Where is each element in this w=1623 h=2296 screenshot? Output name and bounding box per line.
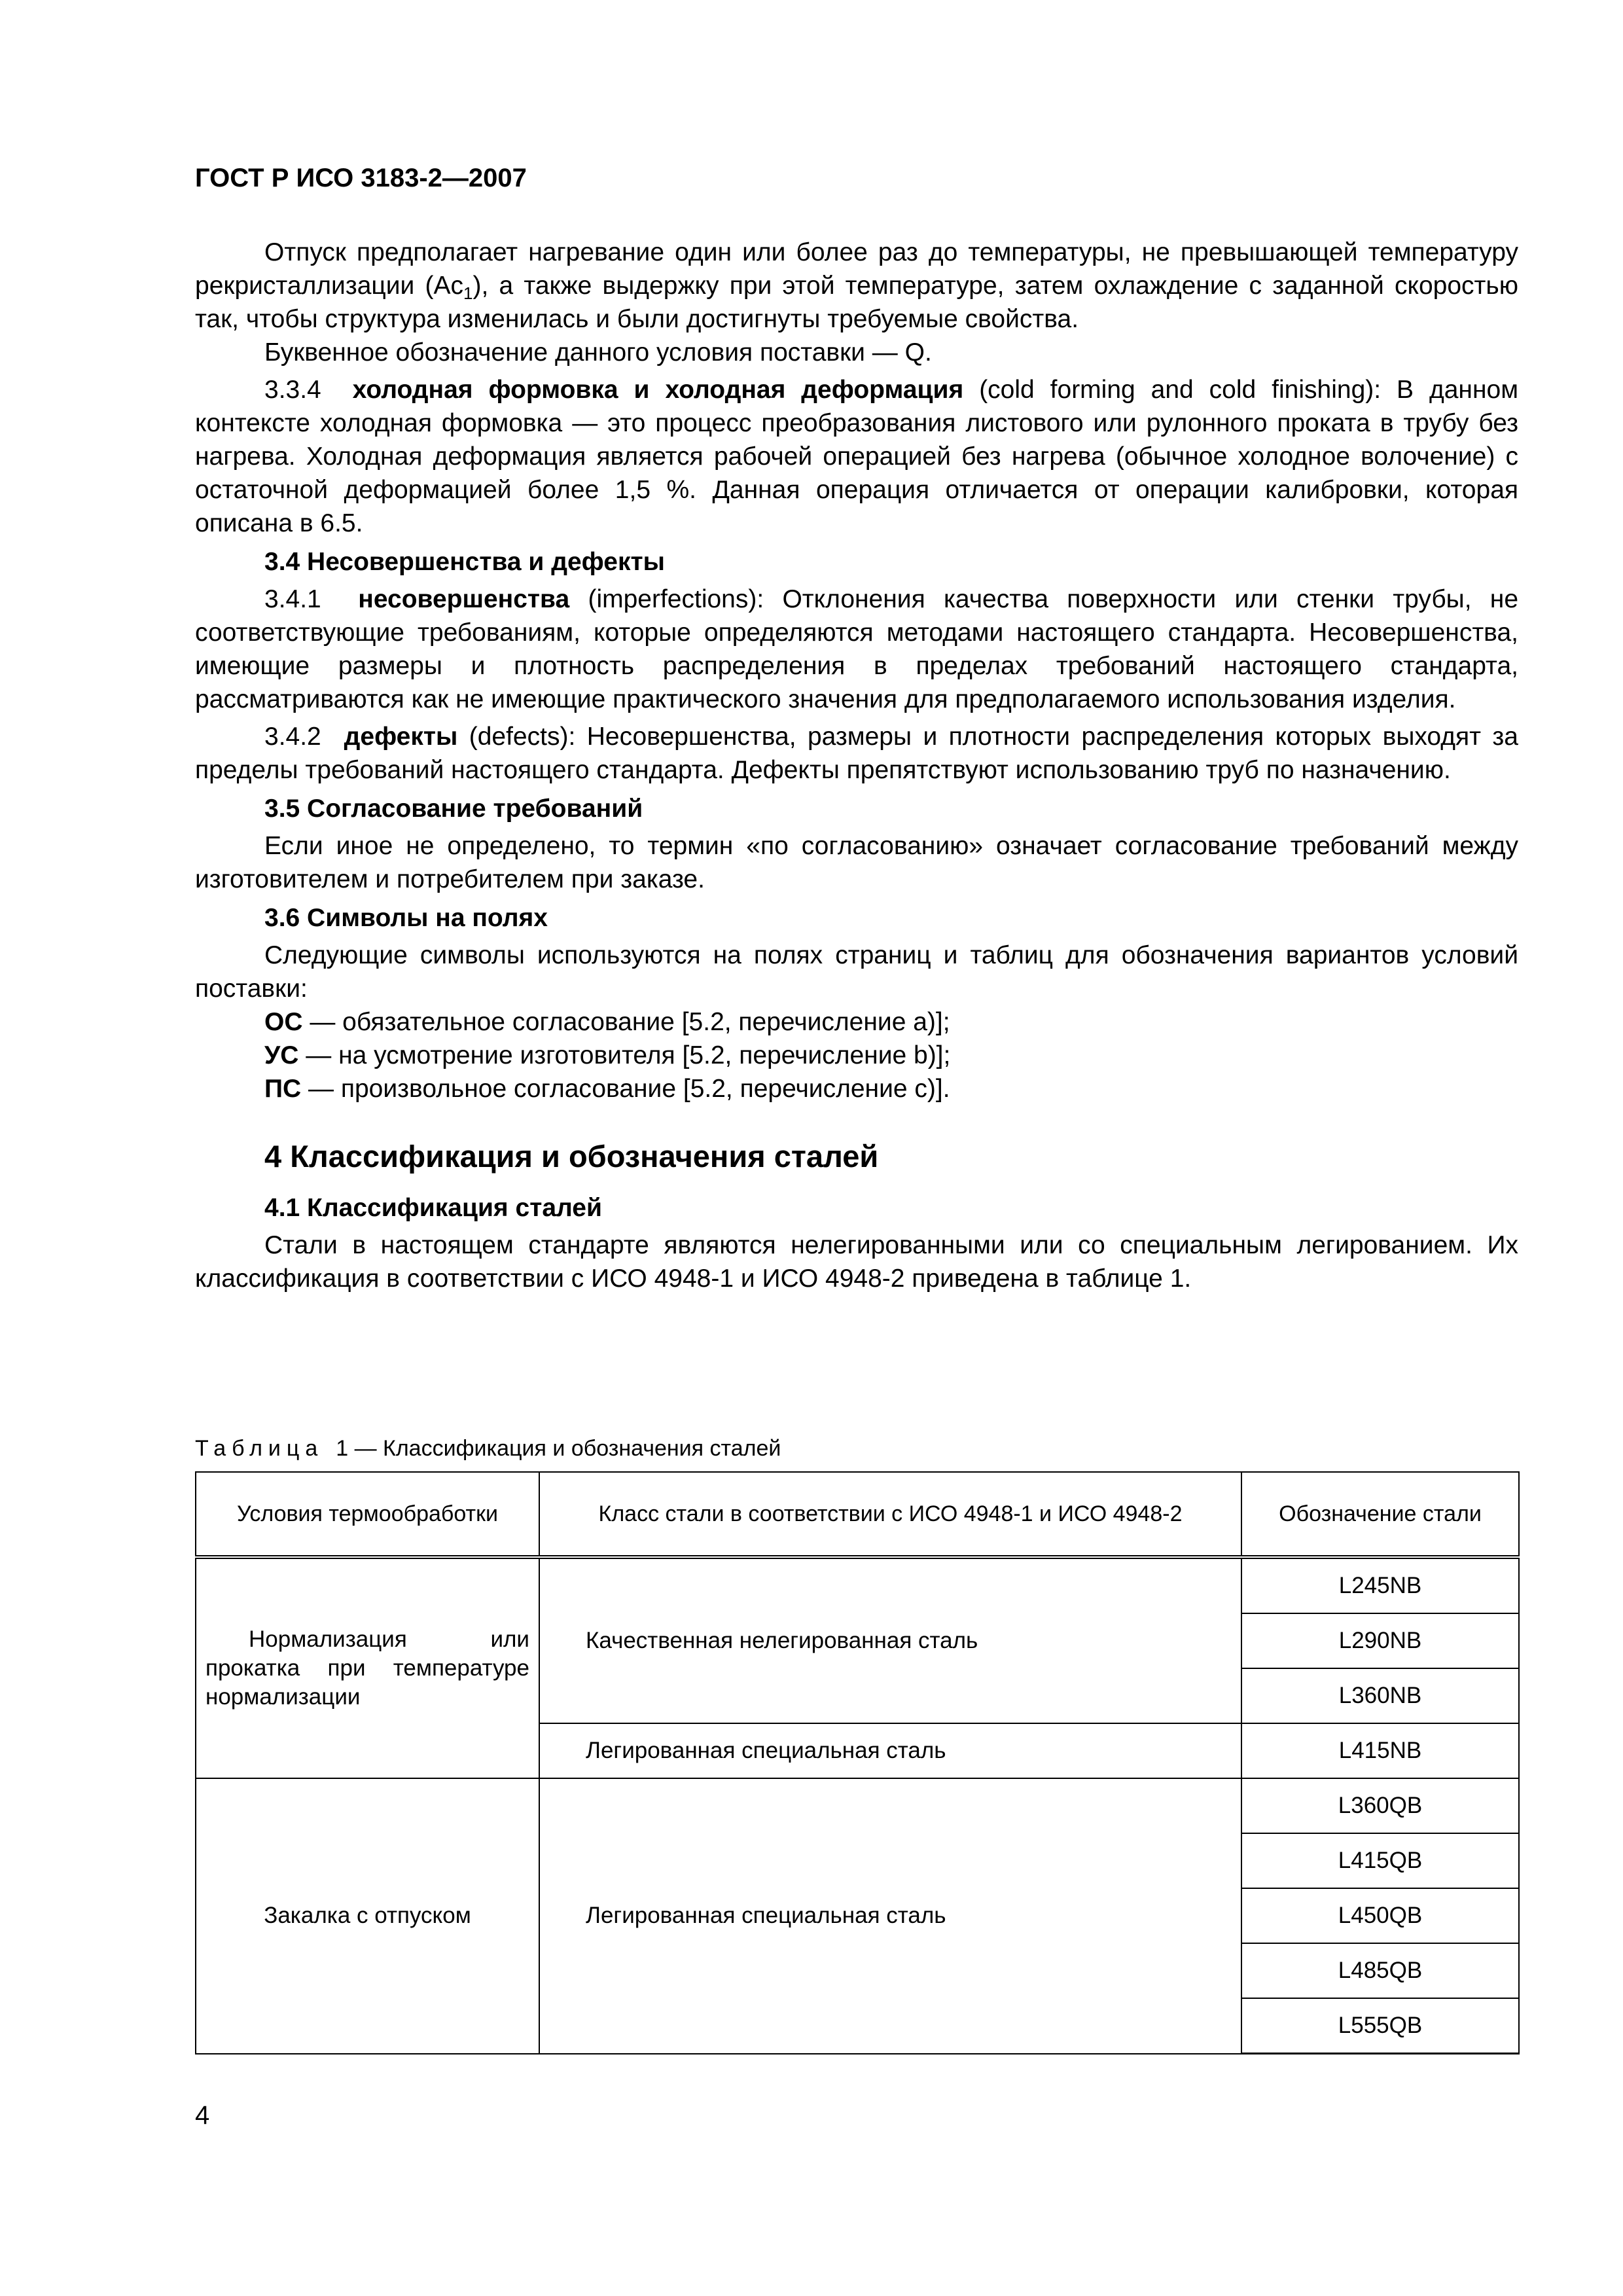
column-header-heat-treatment: Условия термообработки <box>196 1472 539 1557</box>
clause-term: холодная формовка и холодная деформация <box>352 376 964 404</box>
cell-designation: L360QB <box>1241 1778 1519 1833</box>
clause-term: несовершенства <box>358 585 570 613</box>
symbol-code: ПС <box>264 1075 302 1103</box>
symbol-code: УС <box>264 1041 299 1069</box>
symbol-ps <box>195 1072 1518 1105</box>
cell-condition: Нормализация или прокатка при температуре нормализации <box>196 1557 539 1778</box>
column-header-steel-designation: Обозначение стали <box>1241 1472 1519 1557</box>
cell-designation: L290NB <box>1241 1613 1519 1668</box>
heading-3-5: 3.5 Согласование требований <box>264 795 643 823</box>
heading-3-6: 3.6 Символы на полях <box>264 904 548 932</box>
table-caption-label: Таблица <box>195 1436 324 1461</box>
clause-text: (imperfections): Отклонения качества поверхности или стенки трубы, не соответствующие требованиям, которые определяются методами настоящего стандарта. Несовершенства, имеющие размеры и плотность распределения в пределах требований настоящего стандарта, рассматриваются как не имеющие практического значения для предполагаемого использования изделия. <box>195 585 1519 713</box>
heading-4-1: 4.1 Классификация сталей <box>264 1194 602 1222</box>
cell-designation: L245NB <box>1241 1557 1519 1613</box>
document-body <box>195 236 1518 1295</box>
symbol-us <box>195 1039 1518 1072</box>
symbol-code: ОС <box>264 1008 303 1036</box>
table-row <box>196 1778 1519 1833</box>
cell-condition: Закалка с отпуском <box>196 1778 539 2054</box>
cell-steel-class: Легированная специальная сталь <box>539 1778 1241 2054</box>
symbol-text: — обязательное согласование [5.2, перечисление a)]; <box>302 1008 950 1036</box>
clause-number: 3.4.1 <box>264 585 321 613</box>
heading-3-4: 3.4 Несовершенства и дефекты <box>264 548 665 576</box>
paragraph-letter-designation: Буквенное обозначение данного условия поставки — Q. <box>264 338 932 367</box>
clause-text: (defects): Несовершенства, размеры и плотности распределения которых выходят за пределы требований настоящего стандарта. Дефекты препятствуют использованию труб по назначению. <box>195 723 1518 784</box>
clause-3-3-4 <box>195 373 1518 540</box>
clause-3-4-1 <box>195 583 1518 716</box>
clause-number: 3.4.2 <box>264 723 321 751</box>
cell-designation: L450QB <box>1241 1888 1519 1943</box>
clause-number: 3.3.4 <box>264 376 321 404</box>
cell-designation: L415NB <box>1241 1723 1519 1778</box>
paragraph-3-6: Следующие символы используются на полях страниц и таблиц для обозначения вариантов условий поставки: <box>195 941 1518 1003</box>
table-row <box>196 1557 1519 1613</box>
cell-designation: L555QB <box>1241 1998 1519 2054</box>
paragraph-3-5: Если иное не определено, то термин «по согласованию» означает согласование требований между изготовителем и потребителем при заказе. <box>195 832 1518 893</box>
table-caption <box>195 1436 781 1462</box>
table-header-row <box>196 1472 1519 1557</box>
symbol-text: — на усмотрение изготовителя [5.2, перечисление b)]; <box>298 1041 951 1069</box>
cell-designation: L415QB <box>1241 1833 1519 1888</box>
clause-3-4-2 <box>195 720 1518 787</box>
heading-4: 4 Классификация и обозначения сталей <box>264 1139 879 1174</box>
table-caption-text: 1 — Классификация и обозначения сталей <box>336 1436 781 1461</box>
symbol-oc <box>195 1005 1518 1039</box>
clause-text: (cold forming and cold finishing): В данном контексте холодная формовка — это процесс преобразования листового или рулонного проката в трубу без нагрева. Холодная деформация является рабочей операцией без нагрева (обычное холодное волочение) с остаточной деформацией более 1,5 %. Данная операция отличается от операции калибровки, которая описана в 6.5. <box>195 376 1519 537</box>
cell-steel-class: Качественная нелегированная сталь <box>539 1557 1241 1723</box>
paragraph-tempering <box>195 236 1518 336</box>
text-span: Отпуск предполагает нагревание один или более раз до температуры, не превышающей температуру рекристаллизации (Ac <box>195 238 1518 300</box>
symbol-text: — произвольное согласование [5.2, перечисление c)]. <box>301 1075 950 1103</box>
clause-term: дефекты <box>344 723 458 751</box>
page-number: 4 <box>195 2101 210 2130</box>
subscript: 1 <box>463 283 473 303</box>
document-designation: ГОСТ Р ИСО 3183-2—2007 <box>195 164 527 192</box>
paragraph-4-1: Стали в настоящем стандарте являются нелегированными или со специальным легированием. Их классификация в соответствии с ИСО 4948-1 и ИСО 4948-2 приведена в таблице 1. <box>195 1231 1518 1293</box>
column-header-steel-class: Класс стали в соответствии с ИСО 4948-1 и ИСО 4948-2 <box>539 1472 1241 1557</box>
steel-classification-table <box>195 1471 1520 2054</box>
cell-steel-class: Легированная специальная сталь <box>539 1723 1241 1778</box>
cell-designation: L360NB <box>1241 1668 1519 1723</box>
cell-designation: L485QB <box>1241 1943 1519 1998</box>
text-span: ), а также выдержку при этой температуре, затем охлаждение с заданной скоростью так, чтобы структура изменилась и были достигнуты требуемые свойства. <box>195 272 1518 333</box>
